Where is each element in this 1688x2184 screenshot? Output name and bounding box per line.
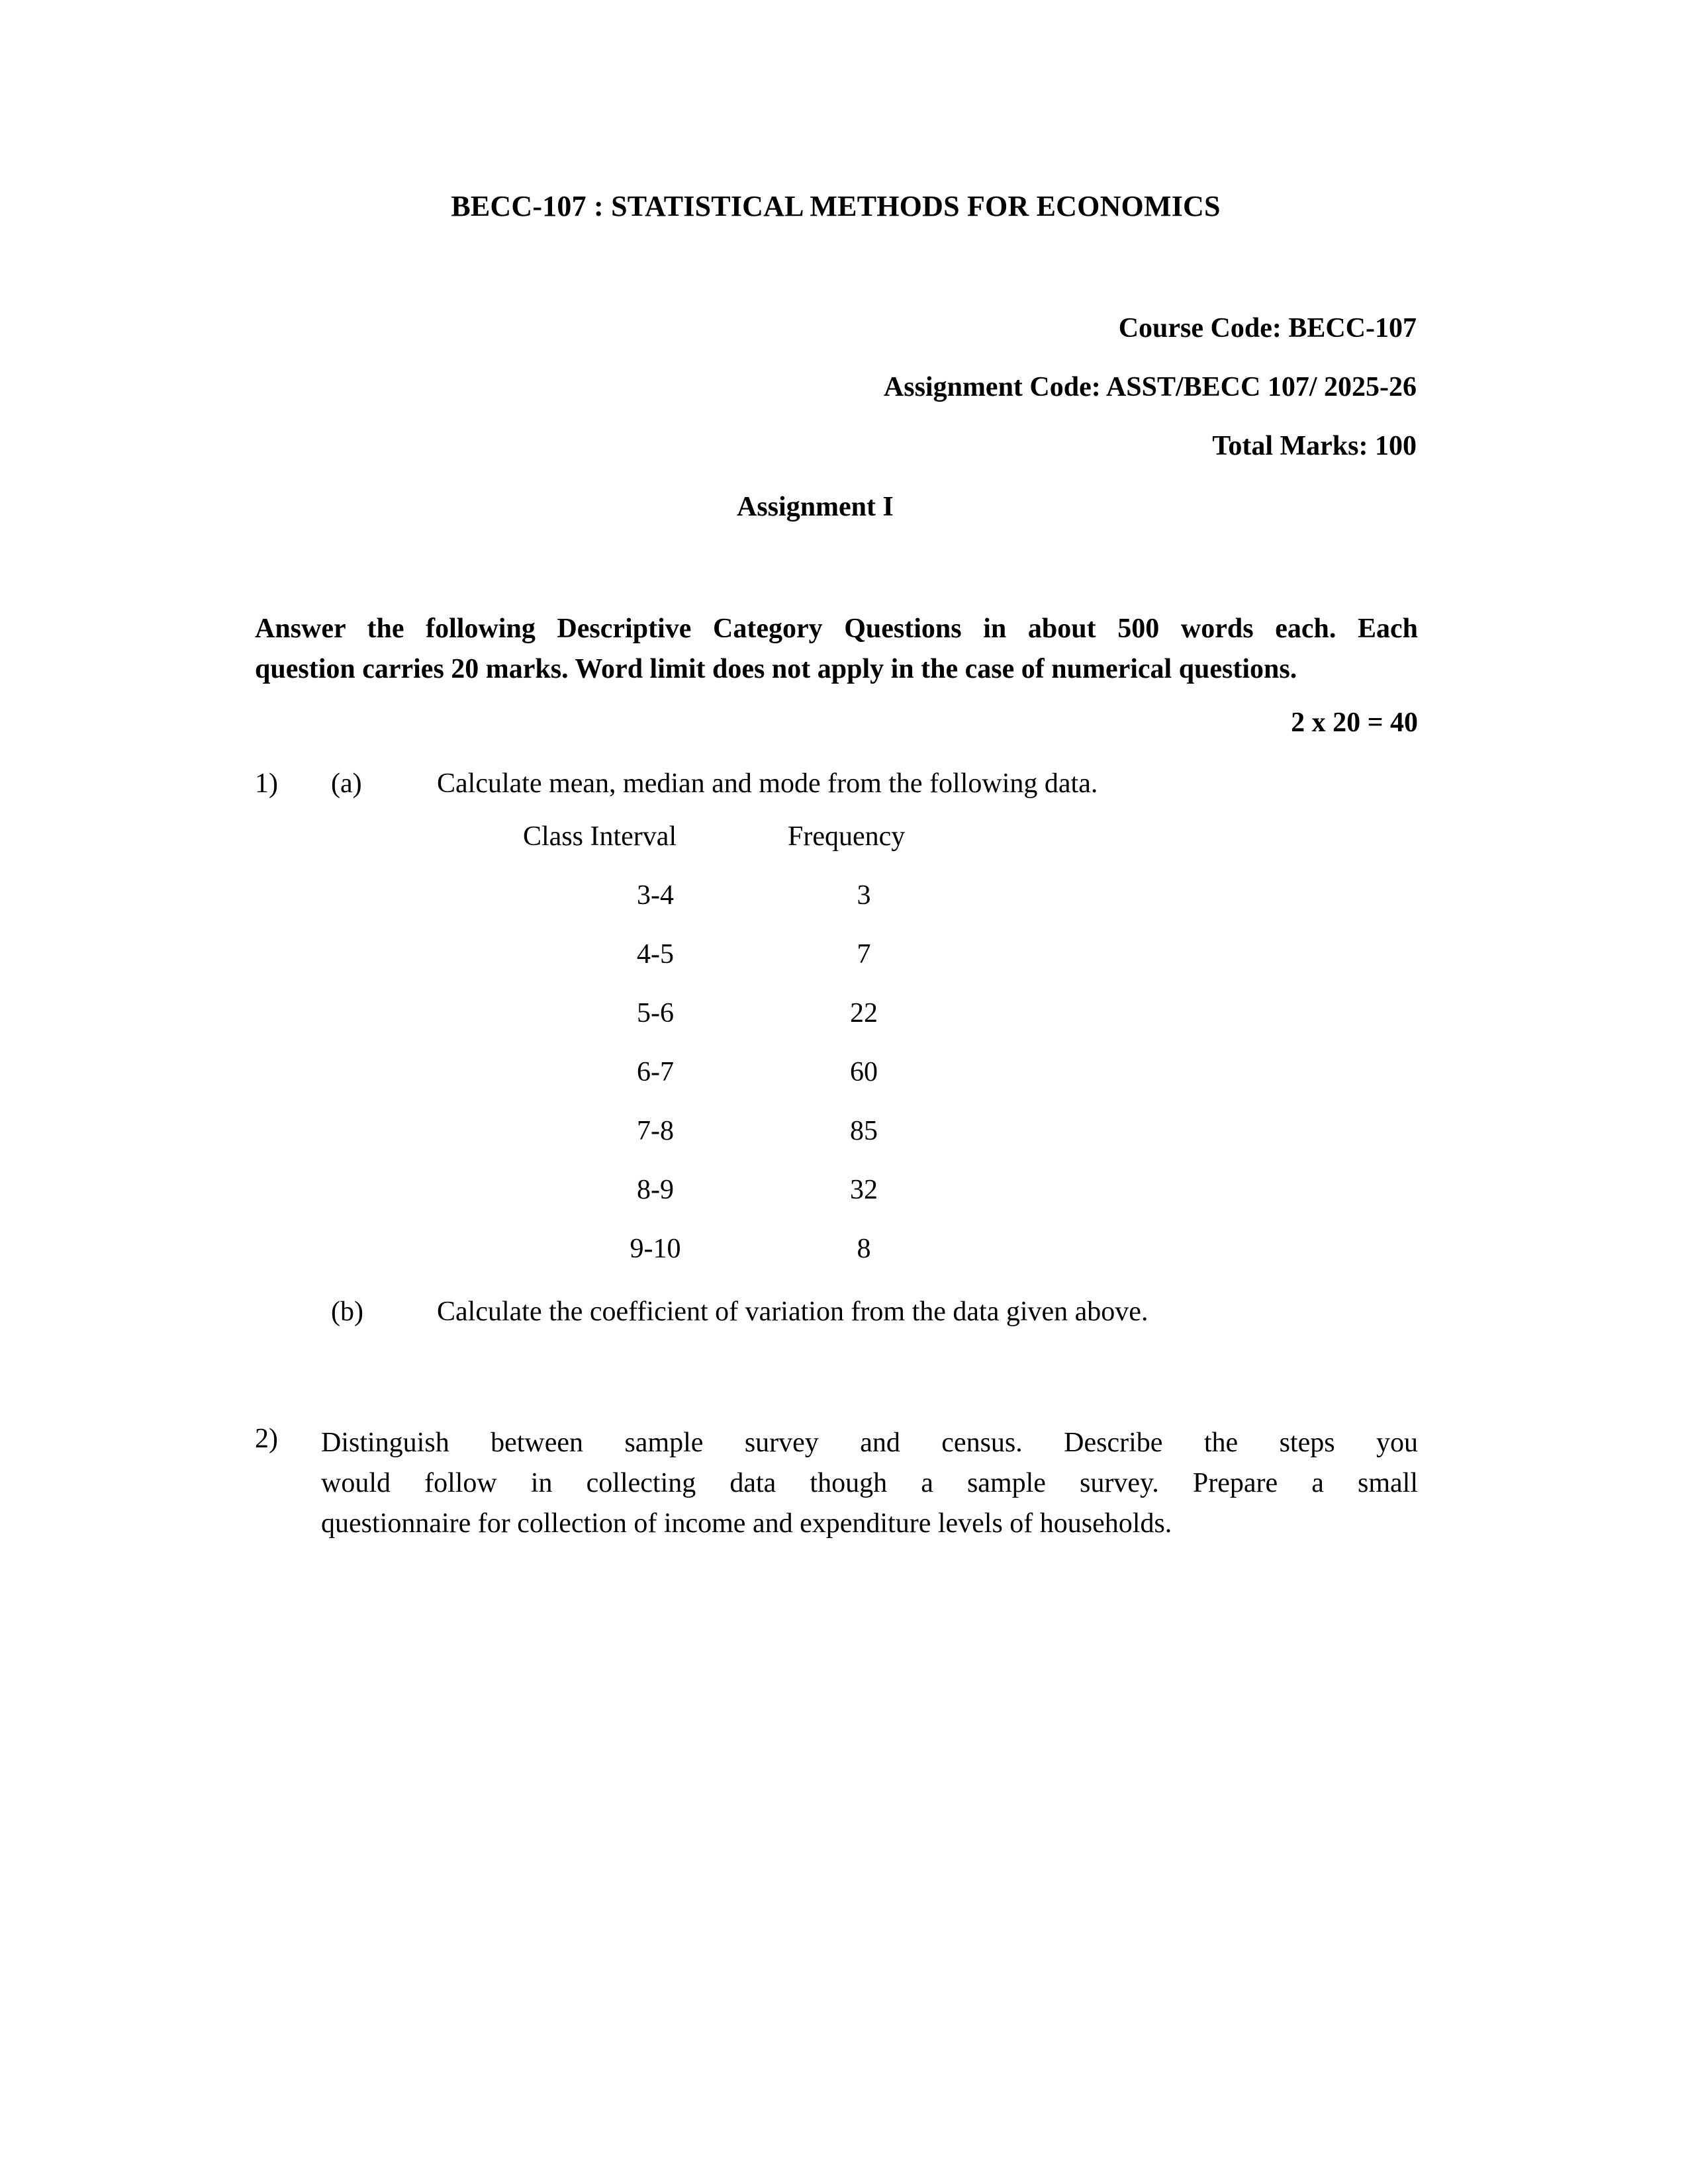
instructions-line-2: question carries 20 marks. Word limit does not apply in the case of numerical questions. xyxy=(255,653,1297,684)
table-row xyxy=(523,999,940,1058)
document-meta-block xyxy=(255,314,1417,460)
cell-class-interval: 3-4 xyxy=(637,880,674,911)
table-row xyxy=(523,940,940,999)
column-header-class-interval: Class Interval xyxy=(523,821,677,852)
question-1a-label: (a) xyxy=(331,768,362,799)
cell-frequency: 7 xyxy=(857,939,871,970)
cell-class-interval: 5-6 xyxy=(637,998,674,1028)
cell-frequency: 85 xyxy=(850,1116,878,1146)
question-2-line-2: would follow in collecting data though a sample survey. Prepare a small xyxy=(321,1467,1418,1498)
cell-class-interval: 7-8 xyxy=(637,1116,674,1146)
marks-allocation: 2 x 20 = 40 xyxy=(1291,707,1418,738)
course-code-line: Course Code: BECC-107 xyxy=(1118,313,1417,343)
table-row xyxy=(523,1058,940,1117)
cell-class-interval: 4-5 xyxy=(637,939,674,970)
cell-class-interval: 8-9 xyxy=(637,1175,674,1205)
cell-frequency: 22 xyxy=(850,998,878,1028)
question-2-line-3: questionnaire for collection of income and expenditure levels of households. xyxy=(321,1508,1172,1539)
frequency-distribution-table xyxy=(523,823,940,1294)
question-1b-label: (b) xyxy=(331,1297,363,1327)
cell-frequency: 60 xyxy=(850,1057,878,1087)
total-marks-line: Total Marks: 100 xyxy=(1212,431,1417,461)
instructions-line-1: Answer the following Descriptive Category Questions in about 500 words each. Each xyxy=(255,614,1418,644)
question-2-number: 2) xyxy=(255,1424,278,1454)
question-1a-text: Calculate mean, median and mode from the following data. xyxy=(437,768,1098,799)
instructions-paragraph xyxy=(255,609,1418,690)
cell-class-interval: 6-7 xyxy=(637,1057,674,1087)
page-title: BECC-107 : STATISTICAL METHODS FOR ECONOMICS xyxy=(451,190,1221,222)
column-header-frequency: Frequency xyxy=(788,821,906,852)
table-row xyxy=(523,1235,940,1294)
table-header-row xyxy=(523,823,940,882)
question-1b-text: Calculate the coefficient of variation from the data given above. xyxy=(437,1297,1149,1327)
cell-class-interval: 9-10 xyxy=(630,1234,681,1264)
question-1-number: 1) xyxy=(255,768,278,799)
assignment-code-line: Assignment Code: ASST/BECC 107/ 2025-26 xyxy=(883,372,1417,402)
cell-frequency: 8 xyxy=(857,1234,871,1264)
table-row xyxy=(523,1176,940,1235)
cell-frequency: 3 xyxy=(857,880,871,911)
question-2-line-1: Distinguish between sample survey and census. Describe the steps you xyxy=(321,1428,1418,1458)
cell-frequency: 32 xyxy=(850,1175,878,1205)
question-2-text xyxy=(321,1423,1418,1544)
table-row xyxy=(523,1117,940,1176)
assignment-heading: Assignment I xyxy=(737,492,894,522)
table-row xyxy=(523,882,940,940)
